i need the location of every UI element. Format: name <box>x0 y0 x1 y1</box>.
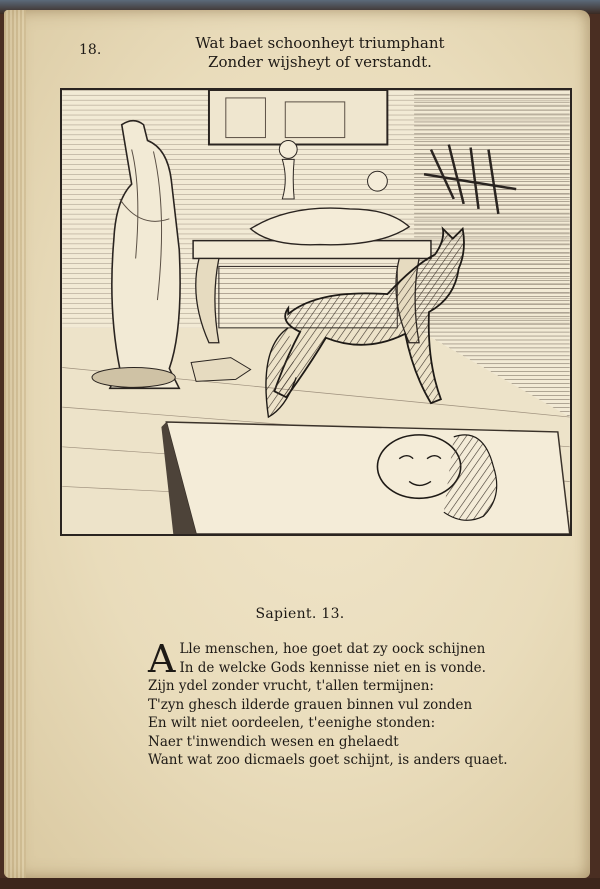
verse-line-6: Naer t'inwendich wesen en ghelaedt <box>148 733 399 750</box>
engraving-wolf-statue-icon <box>62 90 570 534</box>
page-edges <box>4 10 26 878</box>
page-number: 18. <box>79 42 102 58</box>
header-line-2: Zonder wijsheyt of verstandt. <box>208 53 432 71</box>
figure-head <box>368 171 388 191</box>
scripture-reference: Sapient. 13. <box>255 606 345 622</box>
page-header <box>150 34 490 72</box>
cherub <box>279 141 297 159</box>
verse-line-4: T'zyn ghesch ilderde grauen binnen vul zonden <box>148 696 473 713</box>
verse-line-3: Zijn ydel zonder vrucht, t'allen termijnen: <box>148 678 434 694</box>
verse-line-7: Want wat zoo dicmaels goet schijnt, is anders quaet. <box>148 752 508 768</box>
header-line-1: Wat baet schoonheyt triumphant <box>195 34 445 52</box>
statue-base <box>92 368 175 388</box>
verse-line-1-text: Lle menschen, hoe goet dat zy oock schijnen <box>179 641 486 657</box>
drop-cap: A <box>148 637 176 681</box>
book-cover-edge <box>0 878 600 889</box>
verse-block <box>148 637 548 770</box>
verse-line-2: In de welcke Gods kennisse niet en is vonde. <box>179 659 486 676</box>
stone-step <box>166 422 569 534</box>
engraving-illustration <box>60 88 572 536</box>
verse-line-5: En wilt niet oordeelen, t'eenighe stonden: <box>148 715 436 731</box>
